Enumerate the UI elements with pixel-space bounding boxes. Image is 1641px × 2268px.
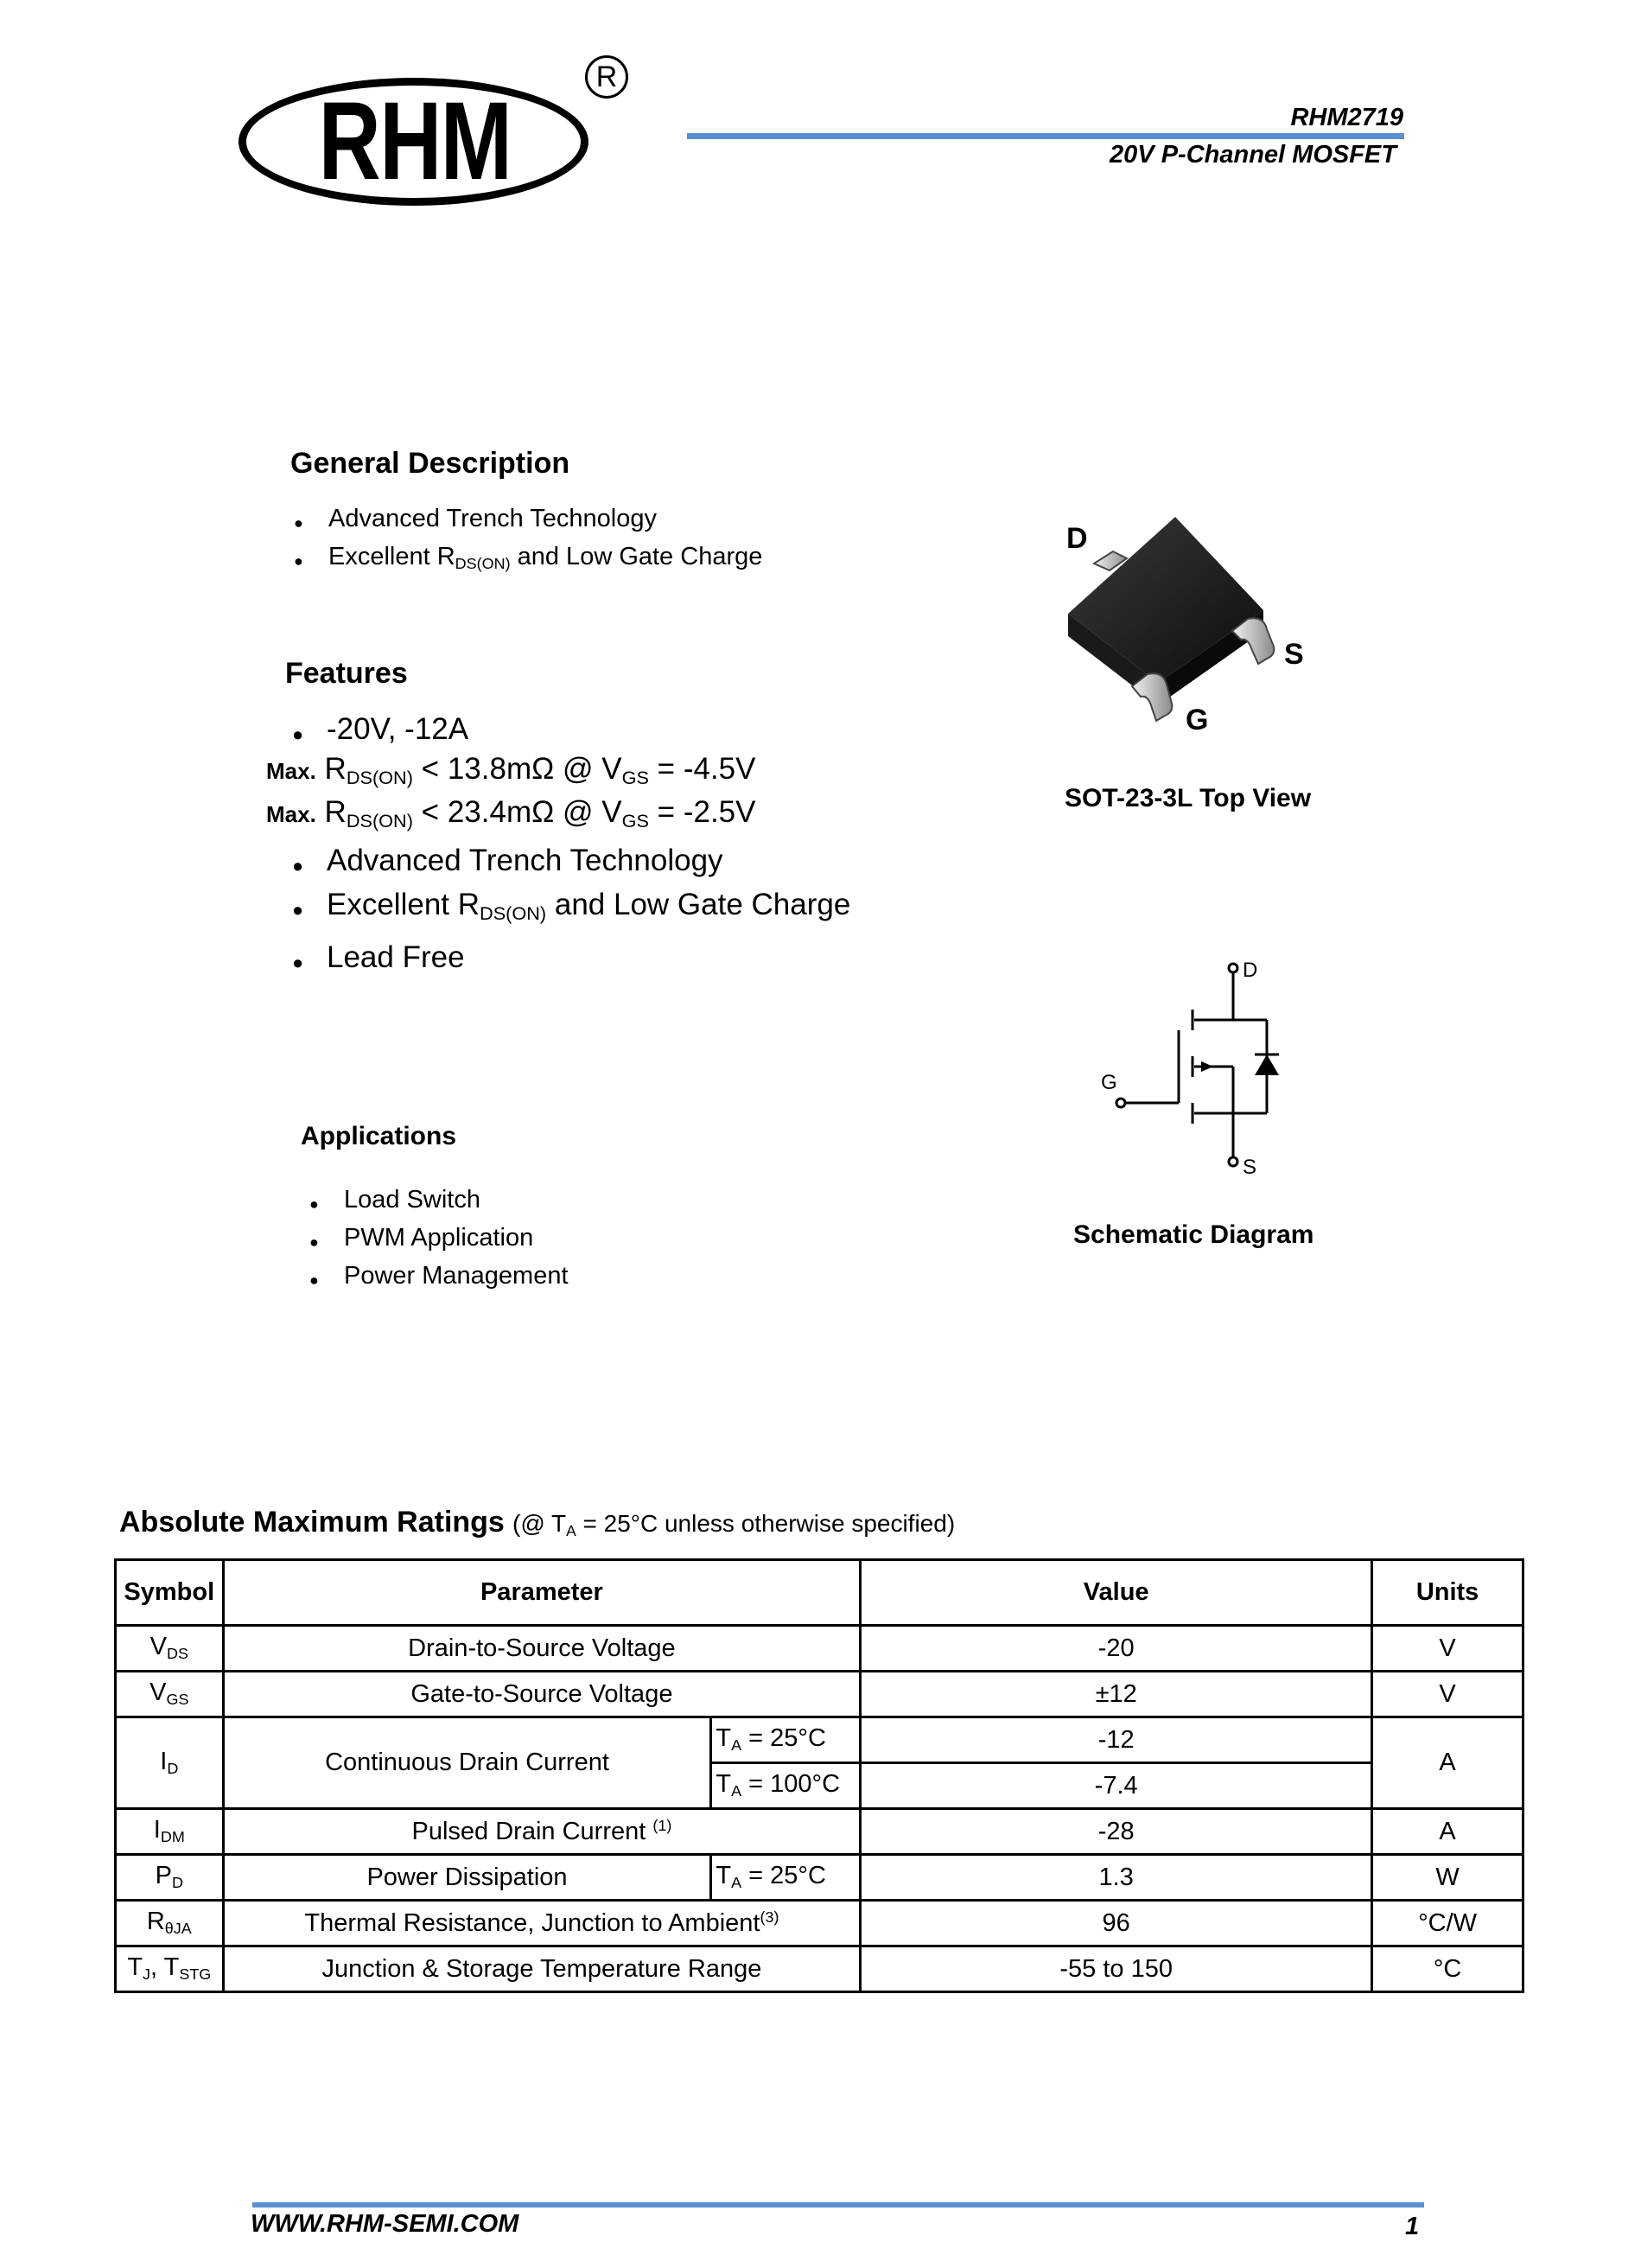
schematic-caption: Schematic Diagram [1073,1220,1314,1249]
list-item: ● Advanced Trench Technology [292,838,850,882]
ratings-table [114,1558,1524,1993]
list-item: ● Excellent $R_{DS(ON)}$ and Low Gate Charge [294,538,762,583]
package-caption: SOT-23-3L Top View [1065,784,1312,812]
schematic-label-s: S [1243,1156,1257,1175]
features-list [292,838,850,979]
table-row [116,1809,1523,1855]
unit-cell: °C/W [1372,1901,1523,1946]
value-cell: -7.4 [861,1763,1372,1809]
list-item: ● -20V, -12A [292,707,468,751]
unit-cell: W [1372,1855,1523,1901]
value-cell: -28 [861,1809,1372,1855]
symbol-cell: $I_{DM}$ [116,1809,224,1855]
applications-list [309,1181,569,1295]
header-divider [687,133,1404,139]
channel-arrow-icon [1201,1061,1213,1072]
unit-cell: V [1372,1672,1523,1717]
feature-max-line: Max. $R_{DS(ON)} < 23.4m\Omega$ @ $V_{GS} = -2.5V$ [266,795,756,832]
drain-terminal [1229,964,1237,972]
footer-divider [252,2202,1424,2207]
registered-mark: R [585,55,628,99]
value-cell: -12 [861,1717,1372,1763]
header-symbol: Symbol [116,1560,224,1626]
footer-website: WWW.RHM-SEMI.COM [251,2210,519,2238]
list-item: ● Advanced Trench Technology [294,500,762,538]
condition-cell: $T_A = 25^\circ C$ [711,1717,861,1763]
sot23-package-illustration [1037,501,1331,743]
unit-cell: °C [1372,1946,1523,1992]
table-row [116,1672,1523,1717]
general-description-list [294,500,762,583]
table-row [116,1717,1523,1763]
applications-heading: Applications [301,1122,457,1150]
header-value: Value [861,1560,1372,1626]
features-heading: Features [285,657,408,690]
table-row [116,1626,1523,1672]
symbol-cell: $P_D$ [116,1855,224,1901]
company-logo [235,55,633,214]
value-cell: 1.3 [861,1855,1372,1901]
condition-cell: $T_A = 25^\circ C$ [711,1855,861,1901]
symbol-cell: $I_D$ [116,1717,224,1809]
list-item: ● Load Switch [309,1181,569,1219]
pin-label-s: S [1284,638,1304,671]
table-row [116,1946,1523,1992]
table-row [116,1901,1523,1946]
gate-lead [1132,673,1172,721]
symbol-cell: $T_J$, $T_{STG}$ [116,1946,224,1992]
schematic-label-g: G [1101,1071,1117,1094]
pin-label-g: G [1186,704,1209,736]
value-cell: -20 [861,1626,1372,1672]
parameter-cell: Thermal Resistance, Junction to Ambient$^{(3)}$ [223,1901,861,1946]
general-description-heading: General Description [290,447,570,480]
features-first-list [292,707,468,751]
list-item: ● Lead Free [292,935,850,979]
ratings-title: Absolute Maximum Ratings (@ $T_A = 25^\circ C$ unless otherwise specified) [119,1506,956,1539]
unit-cell: A [1372,1809,1523,1855]
part-description: 20V P-Channel MOSFET [1110,141,1396,169]
value-cell: ±12 [861,1672,1372,1717]
parameter-cell: Gate-to-Source Voltage [223,1672,861,1717]
parameter-cell: Drain-to-Source Voltage [223,1626,861,1672]
pin-label-d: D [1066,522,1088,555]
value-cell: -55 to 150 [861,1946,1372,1992]
logo-text: RHM [318,80,512,203]
diode-triangle [1255,1054,1279,1075]
mosfet-schematic [1097,951,1322,1175]
symbol-cell: $V_{DS}$ [116,1626,224,1672]
parameter-cell: Power Dissipation [223,1855,711,1901]
source-terminal [1229,1157,1237,1166]
unit-cell: A [1372,1717,1523,1809]
page-number: 1 [1405,2213,1420,2240]
gate-terminal [1116,1099,1125,1107]
table-row [116,1855,1523,1901]
symbol-cell: $V_{GS}$ [116,1672,224,1717]
list-item: ● PWM Application [309,1219,569,1257]
list-item: ● Excellent $R_{DS(ON)}$ and Low Gate Charge [292,882,850,935]
condition-cell: $T_A = 100^\circ C$ [711,1763,861,1809]
part-number: RHM2719 [1290,104,1403,131]
parameter-cell: Junction & Storage Temperature Range [223,1946,861,1992]
value-cell: 96 [861,1901,1372,1946]
feature-max-line: Max. $R_{DS(ON)} < 13.8m\Omega$ @ $V_{GS} = -4.5V$ [266,752,756,789]
symbol-cell: $R_{\theta JA}$ [116,1901,224,1946]
schematic-label-d: D [1243,959,1258,982]
parameter-cell: Continuous Drain Current [223,1717,711,1809]
list-item: ● Power Management [309,1257,569,1295]
header-parameter: Parameter [223,1560,861,1626]
header-units: Units [1372,1560,1523,1626]
unit-cell: V [1372,1626,1523,1672]
parameter-cell: Pulsed Drain Current $^{(1)}$ [223,1809,861,1855]
table-header-row [116,1560,1523,1626]
